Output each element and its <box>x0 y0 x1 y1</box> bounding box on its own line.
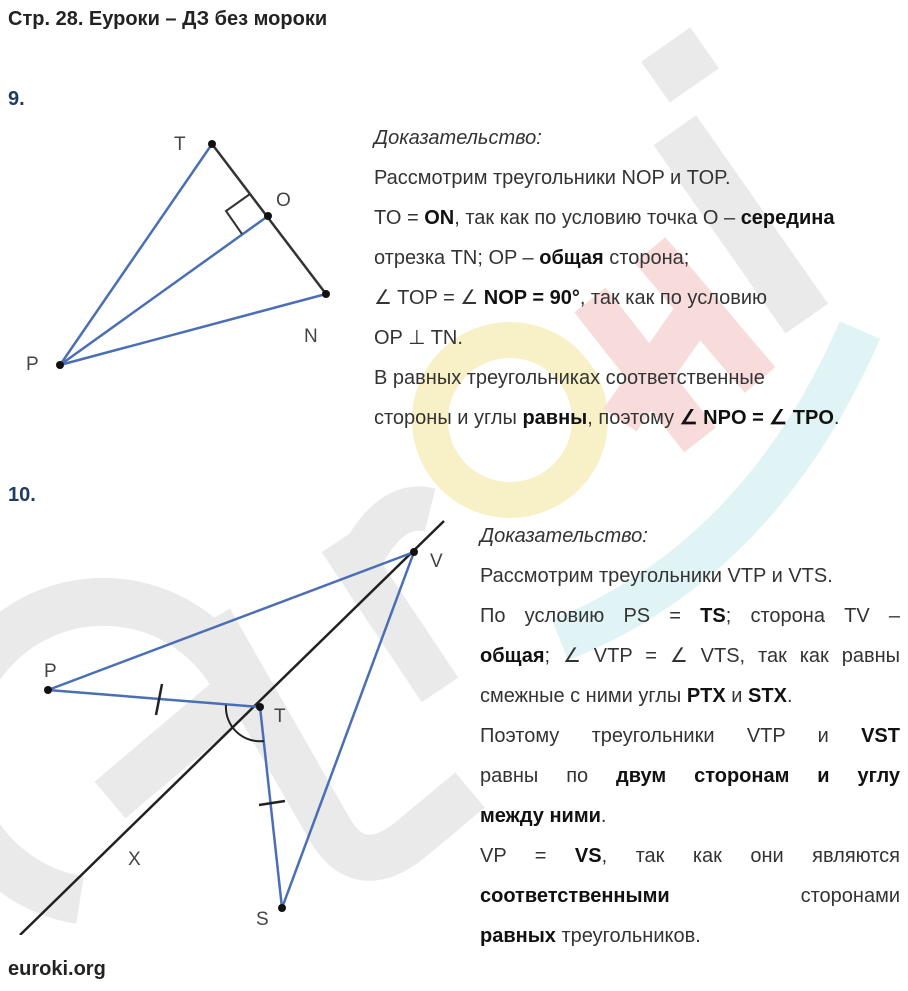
proof-line: равных треугольников. <box>480 925 701 947</box>
label-T: T <box>174 134 186 155</box>
task-9-number: 9. <box>8 88 25 110</box>
segment-VS <box>282 552 414 908</box>
task-9-proof <box>374 118 904 438</box>
proof-line: TO = ON, так как по условию точка O – середина <box>374 207 835 229</box>
point-T <box>208 140 216 148</box>
segment-TS <box>260 707 282 908</box>
proof-line: Поэтому треугольники VTP и VST <box>480 725 900 747</box>
segment-TP <box>60 144 212 365</box>
proof-line: равны по двум сторонам и углу <box>480 765 901 787</box>
proof-line: Рассмотрим треугольники NOP и TOP. <box>374 167 731 189</box>
task-10-proof <box>480 516 900 956</box>
label-V: V <box>430 551 443 572</box>
segment-PT <box>48 690 260 707</box>
label-P: P <box>26 354 39 375</box>
proof-line: По условию PS = TS; сторона TV – <box>480 605 900 627</box>
proof-line: смежные с ними углы PTX и STX. <box>480 685 793 707</box>
proof-title: Доказательство: <box>374 127 542 149</box>
task-9-diagram <box>0 120 370 390</box>
point-T <box>256 703 264 711</box>
proof-line: ∠ TOP = ∠ NOP = 90°, так как по условию <box>374 287 768 309</box>
segment-NP <box>60 294 326 365</box>
proof-line: между ними. <box>480 805 607 827</box>
proof-line: отрезка TN; OP – общая сторона; <box>374 247 690 269</box>
label-P: P <box>44 661 57 682</box>
point-V <box>410 548 418 556</box>
proof-line: Рассмотрим треугольники VTP и VTS. <box>480 565 833 587</box>
label-O: O <box>276 190 291 211</box>
tick-TS <box>259 801 285 805</box>
watermark-i-dot <box>641 27 719 102</box>
point-P <box>56 361 64 369</box>
proof-line: OP ⊥ TN. <box>374 327 463 349</box>
point-N <box>322 290 330 298</box>
proof-line: В равных треугольниках соответственные <box>374 367 765 389</box>
point-P <box>44 686 52 694</box>
right-angle-mark <box>226 194 250 234</box>
proof-line: общая; ∠ VTP = ∠ VTS, так как равны <box>480 645 900 667</box>
proof-line: VP = VS, так как они являются <box>480 845 900 867</box>
segment-VP <box>48 552 414 690</box>
task-10-number: 10. <box>8 484 36 506</box>
point-S <box>278 904 286 912</box>
label-N: N <box>304 326 318 347</box>
proof-title: Доказательство: <box>480 525 648 547</box>
label-X: X <box>128 849 141 870</box>
proof-line: соответственными сторонами <box>480 885 900 907</box>
footer-site: euroki.org <box>8 958 106 980</box>
page-header: Стр. 28. Еуроки – ДЗ без мороки <box>8 8 328 30</box>
segment-OP <box>60 216 268 365</box>
task-10-diagram <box>0 515 470 935</box>
label-S: S <box>256 909 269 930</box>
proof-line: стороны и углы равны, поэтому ∠ NPO = ∠ TPO. <box>374 407 840 429</box>
label-T: T <box>274 706 286 727</box>
point-O <box>264 212 272 220</box>
